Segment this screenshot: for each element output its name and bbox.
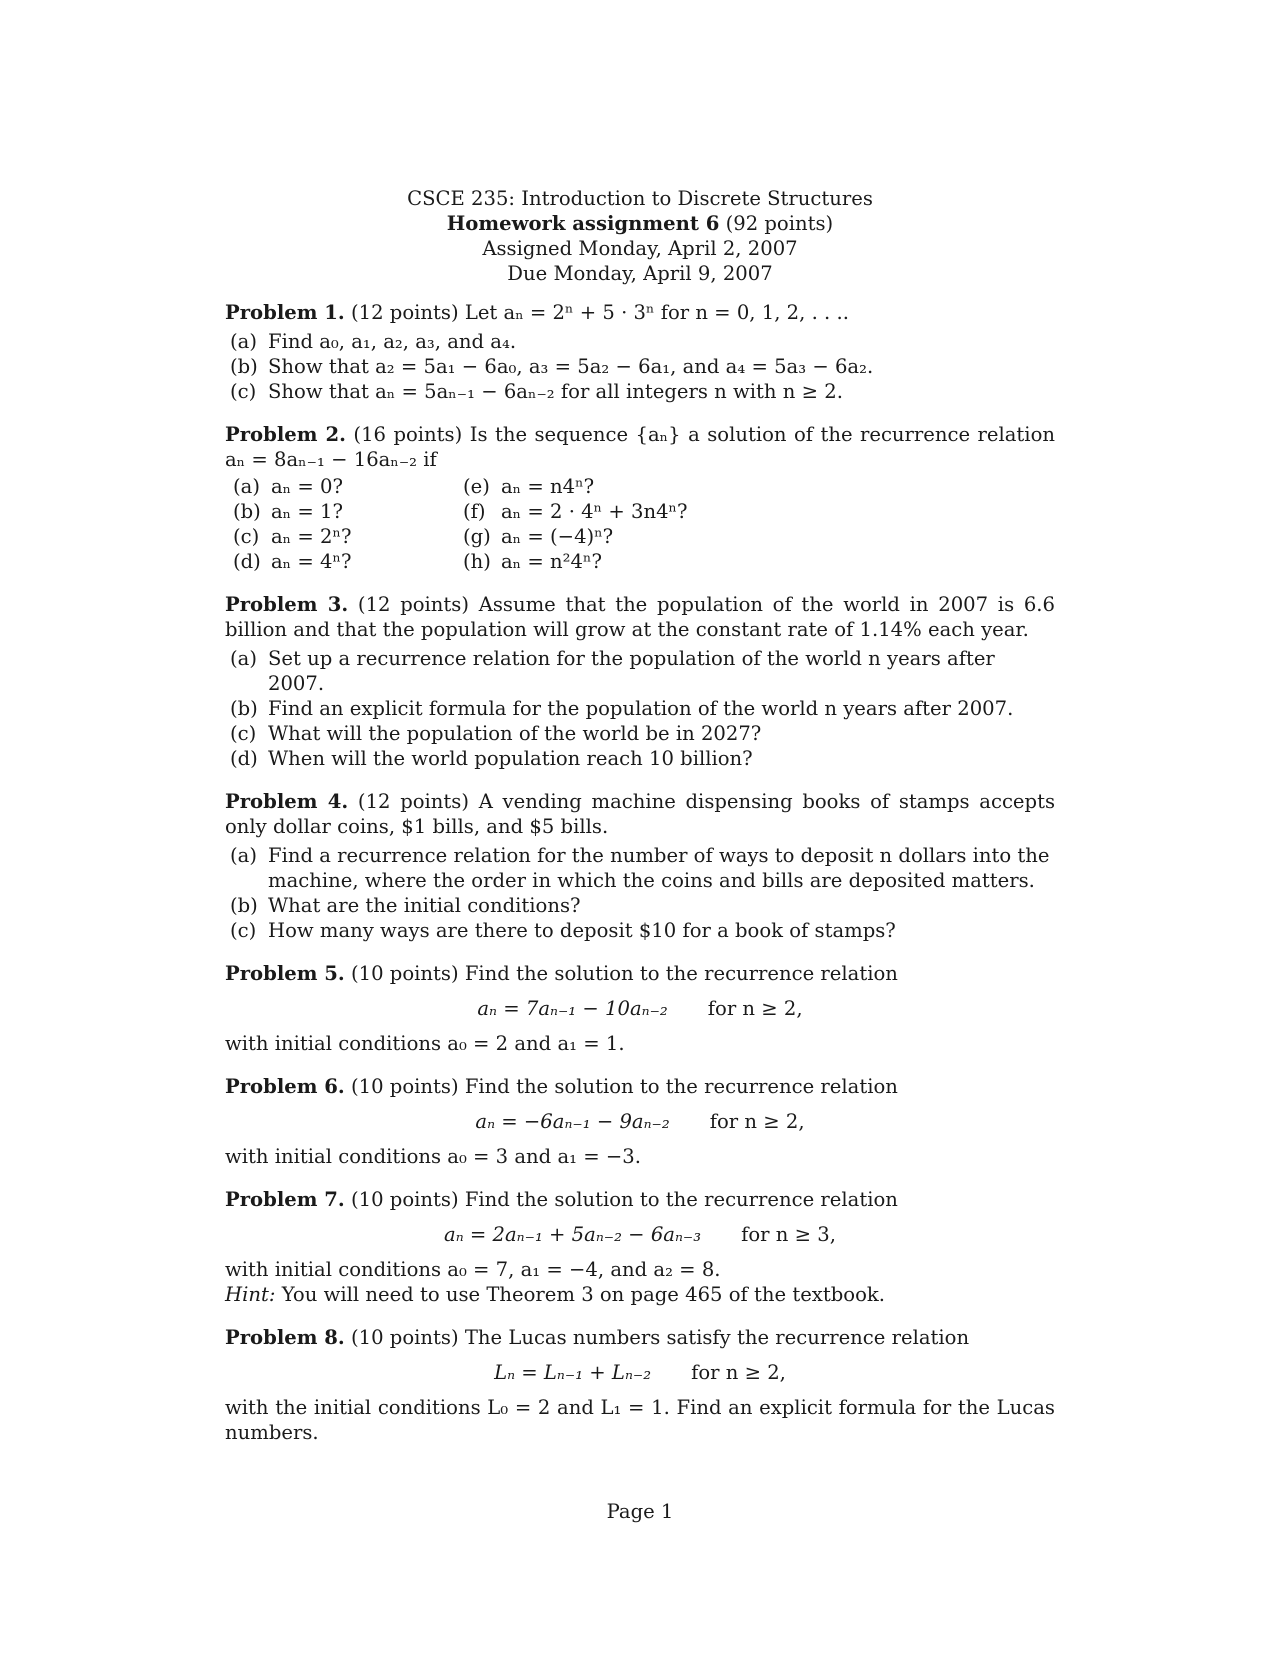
list-item [463,524,793,549]
item-text: aₙ = 1? [271,500,344,523]
item-label: (a) [230,844,257,867]
list-item [463,499,793,524]
item-label: (h) [463,550,491,573]
item-text: aₙ = 4ⁿ? [271,550,352,573]
list-item [225,746,1055,771]
item-label: (c) [230,380,257,403]
item-text: What will the population of the world be in 2027? [268,722,762,745]
course-title: CSCE 235: Introduction to Discrete Structures [407,187,873,210]
problem-6-title: Problem 6. [225,1075,345,1098]
hw-points: (92 points) [725,212,834,235]
item-text: aₙ = 2 · 4ⁿ + 3n4ⁿ? [501,500,688,523]
problem-4 [225,789,1055,943]
item-text: When will the world population reach 10 billion? [268,747,753,770]
problem-4-intro: (12 points) A vending machine dispensing books of stamps accepts only dollar coins, $1 bills, and $5 bills. [225,790,1055,838]
list-item [233,549,463,574]
equation [225,1222,1055,1247]
problem-1-intro: (12 points) Let aₙ = 2ⁿ + 5 · 3ⁿ for n = 0, 1, 2, . . .. [350,301,849,324]
item-label: (c) [230,722,257,745]
item-label: (b) [230,697,258,720]
due-date: Due Monday, April 9, 2007 [507,262,773,285]
hw-title: Homework assignment 6 [446,212,720,235]
problem-2-title: Problem 2. [225,423,346,446]
problem-5-title: Problem 5. [225,962,345,985]
list-item [225,646,1055,696]
hw-title-line [225,211,1055,236]
item-text: aₙ = 2ⁿ? [271,525,352,548]
equation [225,996,1055,1021]
item-label: (b) [233,500,261,523]
item-label: (f) [463,500,486,523]
problem-3 [225,592,1055,771]
equation-text: aₙ = 2aₙ₋₁ + 5aₙ₋₂ − 6aₙ₋₃ [444,1223,702,1246]
page-number: Page 1 [606,1500,674,1523]
list-item [225,696,1055,721]
item-text: Set up a recurrence relation for the population of the world n years after 2007. [268,647,995,695]
equation [225,1360,1055,1385]
equation-text: aₙ = 7aₙ₋₁ − 10aₙ₋₂ [477,997,668,1020]
list-item [233,474,463,499]
item-label: (g) [463,525,491,548]
equation-text: Lₙ = Lₙ₋₁ + Lₙ₋₂ [494,1361,652,1384]
list-item [225,354,1055,379]
item-label: (c) [230,919,257,942]
problem-1 [225,300,1055,404]
equation [225,1109,1055,1134]
problem-7-after: with initial conditions a₀ = 7, a₁ = −4, and a₂ = 8. [225,1258,721,1281]
problem-8-intro: (10 points) The Lucas numbers satisfy the recurrence relation [350,1326,970,1349]
problem-7 [225,1187,1055,1307]
problem-7-title: Problem 7. [225,1188,345,1211]
list-item [225,379,1055,404]
list-item [225,329,1055,354]
item-text: Find an explicit formula for the population of the world n years after 2007. [268,697,1014,720]
problem-4-title: Problem 4. [225,790,349,813]
list-item [225,918,1055,943]
document-page [225,186,1055,1463]
item-text: aₙ = n²4ⁿ? [501,550,602,573]
problem-6 [225,1074,1055,1169]
header [225,186,1055,286]
list-item [233,524,463,549]
item-label: (a) [230,330,257,353]
list-item [225,843,1055,893]
assigned-date: Assigned Monday, April 2, 2007 [482,237,798,260]
equation-condition: for n ≥ 2, [691,1361,786,1384]
list-item [463,549,793,574]
problem-3-intro: (12 points) Assume that the population of the world in 2007 is 6.6 billion and that the population will grow at the constant rate of 1.14% each year. [225,593,1055,641]
item-label: (b) [230,894,258,917]
equation-condition: for n ≥ 2, [709,1110,805,1133]
item-text: Find a recurrence relation for the number of ways to deposit n dollars into the machine, where the order in which the coins and bills are deposited matters. [268,844,1050,892]
item-label: (c) [233,525,260,548]
problem-7-intro: (10 points) Find the solution to the recurrence relation [350,1188,898,1211]
item-text: How many ways are there to deposit $10 for a book of stamps? [268,919,896,942]
item-label: (d) [233,550,261,573]
list-item [225,893,1055,918]
equation-condition: for n ≥ 3, [741,1223,836,1246]
equation-condition: for n ≥ 2, [707,997,803,1020]
item-text: Show that a₂ = 5a₁ − 6a₀, a₃ = 5a₂ − 6a₁, and a₄ = 5a₃ − 6a₂. [268,355,874,378]
item-text: aₙ = (−4)ⁿ? [501,525,614,548]
problem-1-title: Problem 1. [225,301,345,324]
item-label: (e) [463,475,490,498]
item-text: Find a₀, a₁, a₂, a₃, and a₄. [268,330,517,353]
problem-5-intro: (10 points) Find the solution to the recurrence relation [350,962,898,985]
equation-text: aₙ = −6aₙ₋₁ − 9aₙ₋₂ [475,1110,670,1133]
problem-5 [225,961,1055,1056]
problem-8-after: with the initial conditions L₀ = 2 and L₁ = 1. Find an explicit formula for the Lucas numbers. [225,1396,1055,1444]
problem-8-title: Problem 8. [225,1326,345,1349]
list-item [225,721,1055,746]
item-text: aₙ = 0? [271,475,344,498]
hint-label: Hint: [225,1283,276,1306]
hint-text: You will need to use Theorem 3 on page 465 of the textbook. [281,1283,885,1306]
item-label: (b) [230,355,258,378]
problem-5-after: with initial conditions a₀ = 2 and a₁ = 1. [225,1032,625,1055]
problem-6-intro: (10 points) Find the solution to the recurrence relation [350,1075,898,1098]
problem-2 [225,422,1055,574]
item-text: What are the initial conditions? [268,894,581,917]
problem-3-title: Problem 3. [225,593,349,616]
item-text: aₙ = n4ⁿ? [501,475,595,498]
item-label: (a) [230,647,257,670]
problem-8 [225,1325,1055,1445]
item-label: (a) [233,475,260,498]
list-item [233,499,463,524]
hint [225,1282,1055,1307]
problem-2-intro: (16 points) Is the sequence {aₙ} a solution of the recurrence relation aₙ = 8aₙ₋₁ − 16aₙ₋₂ if [225,423,1055,471]
list-item [463,474,793,499]
problem-6-after: with initial conditions a₀ = 3 and a₁ = −3. [225,1145,641,1168]
item-text: Show that aₙ = 5aₙ₋₁ − 6aₙ₋₂ for all integers n with n ≥ 2. [268,380,843,403]
item-label: (d) [230,747,258,770]
